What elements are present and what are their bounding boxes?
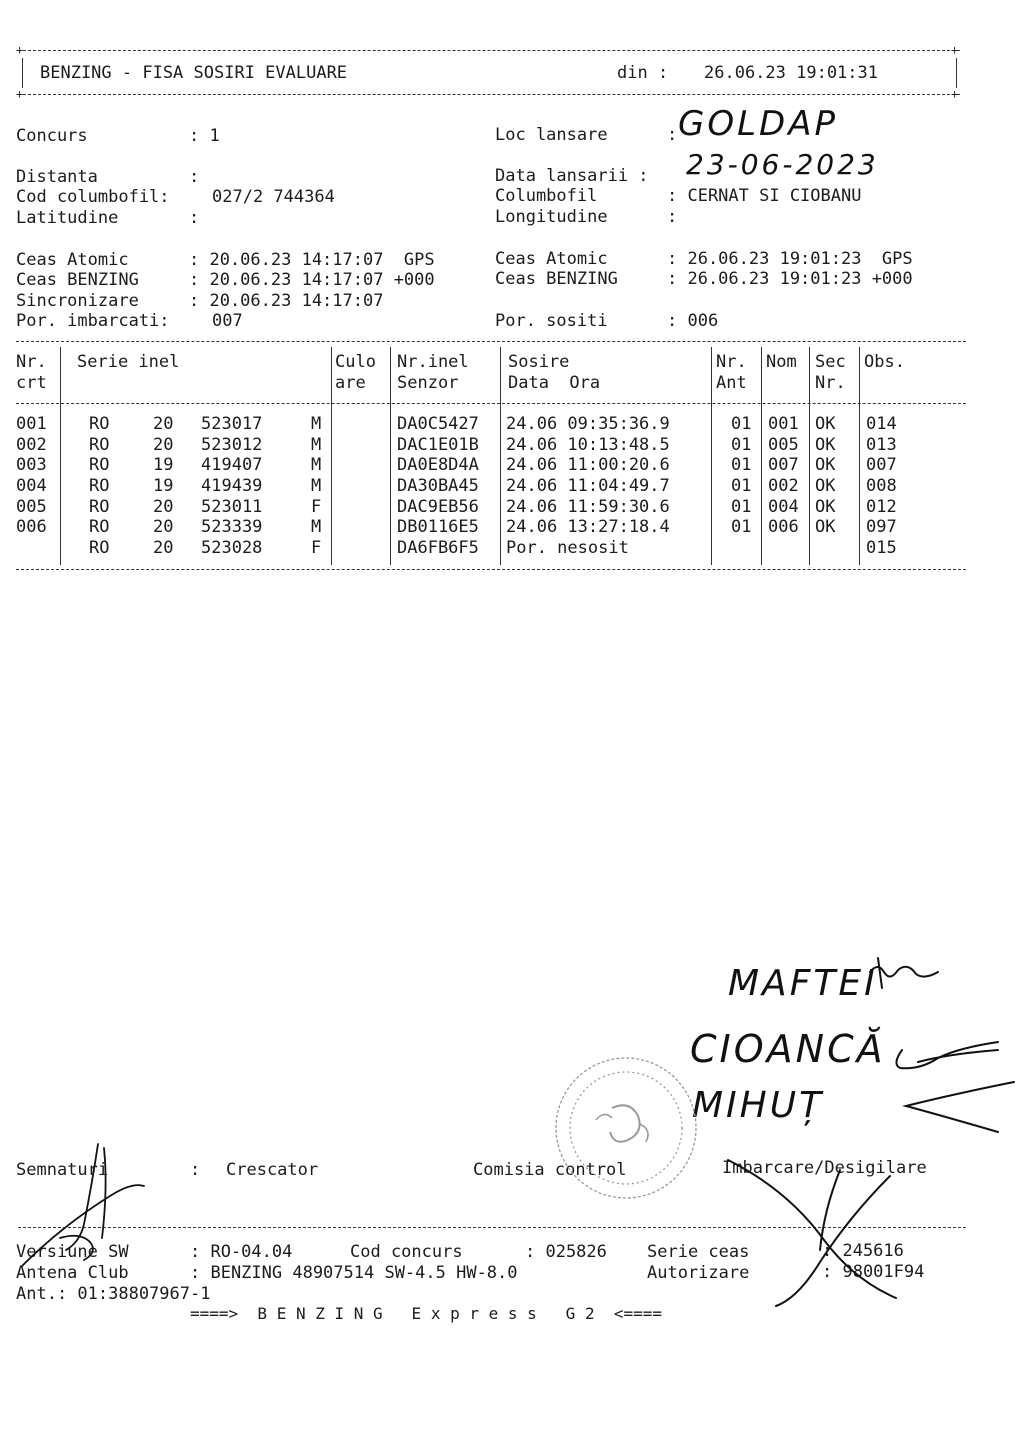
antena-club-value: : BENZING 48907514 SW-4.5 HW-8.0 (190, 1263, 518, 1283)
versiune-sw-label: Versiune SW (16, 1242, 129, 1262)
handwritten-signature-icon (870, 958, 1014, 1132)
report-date: 26.06.23 19:01:31 (704, 63, 878, 83)
commission-stamp (556, 1058, 696, 1198)
col-nr-ant: Nr. (716, 352, 747, 372)
crescator-signature-icon (22, 1144, 144, 1266)
cod-concurs-value: : 025826 (525, 1242, 607, 1262)
sositi-label: Por. sositi (495, 311, 608, 331)
col-ant: Ant (716, 373, 747, 393)
antena-club-label: Antena Club (16, 1263, 129, 1283)
cod-columbofil-label: Cod columbofil: (16, 187, 170, 207)
start-ceas-benzing-label: Ceas BENZING (16, 270, 139, 290)
start-ceas-atomic-label: Ceas Atomic (16, 250, 129, 270)
distanta-label: Distanta (16, 167, 98, 187)
columbofil-value: : CERNAT SI CIOBANU (667, 186, 862, 206)
concurs-label: Concurs (16, 126, 88, 146)
report-date-label: din : (617, 63, 669, 83)
ant-line: Ant.: 01:38807967-1 (16, 1284, 211, 1304)
benzing-express-banner: ====> B E N Z I N G E x p r e s s G 2 <==== (190, 1304, 663, 1323)
data-lansarii-handwritten: 23-06-2023 (686, 148, 879, 181)
serie-ceas-value: : 245616 (822, 1241, 904, 1261)
loc-lansare-label: Loc lansare (495, 125, 608, 145)
start-ceas-benzing-value: : 20.06.23 14:17:07 +000 (189, 270, 435, 290)
distanta-value: : (189, 167, 200, 187)
concurs-value: : 1 (189, 126, 220, 146)
handwritten-name-mihut: MIHUȚ (692, 1085, 825, 1126)
imbarcare-desigilare-label: Imbarcare/Desigilare (722, 1158, 927, 1178)
end-ceas-atomic-value: : 26.06.23 19:01:23 GPS (667, 249, 913, 269)
semnaturi-label: Semnaturi (16, 1160, 109, 1180)
col-obs: Obs. (864, 352, 905, 372)
cross-mark-icon (728, 1160, 896, 1306)
cod-concurs-label: Cod concurs (350, 1242, 463, 1262)
versiune-sw-value: : RO-04.04 (190, 1242, 293, 1262)
imbarcati-label: Por. imbarcati: (16, 311, 170, 331)
arrival-report-page: + + + + BENZING - FISA SOSIRI EVALUARE din : 26.06.23 19:01:31 Concurs : 1 Distanta : Cod columbofil: 027/2 744364 Latitudine : Loc lansare : GOLDAP Data lansarii : 23-06-2023 Columbofil : CERNAT SI CIOBANU Longitudine : Ceas Atomic : 20.06.23 14:17:07 GPS Ceas BENZING : 20.06.23 14:17:07 +000 Sincronizare : 20.06.23 14:17:07 Por. imbarcati: 007 Ceas Atomic : 26.06.23 19:01:23 GPS Ceas BENZING : 26.06.23 19:01:23 +000 Por. sositi : 006 Nr. crt Serie inel Culo are Nr.inel Senzor Sosire Data Ora Nr. Ant Nom Sec Nr. Obs. 001 RO 20 523017 M DA0C5427 24.06 09:35:36.9 01 001 OK 014 002 RO 20 523012 M DAC1E01B 24.06 10:13:48.5 01 005 OK 013 003 RO 19 419407 M DA0E8D4A 24.06 11:00:20.6 01 007 OK 007 004 RO 19 419439 M DA30BA45 24.06 11:04:49.7 01 002 OK 008 005 RO 20 523011 F DAC9EB56 24.06 11:59:30.6 01 004 OK 012 006 RO 20 523339 M DB0116E5 24.06 13:27:18.4 01 006 OK 097 RO 20 523028 F DA6FB6F5 Por. nesosit 015 MAFTEI CIOANCĂ MIHUȚ Semnaturi : Crescator Comisia control Imbarcare/Desigilare Versiune SW : RO-04.04 Cod concurs : 025826 Serie ceas : 245616 Antena Club : BENZING 48907514 SW-4.5 HW-8.0 Autorizare : 98001F94 Ant.: 01:38807967-1 ====> B E N Z I N G E x p r e s s G 2 <==== (0, 0, 1024, 1447)
longitudine-label: Longitudine (495, 207, 608, 227)
handwritten-name-maftei: MAFTEI (728, 963, 878, 1004)
col-culoare-2: are (335, 373, 366, 393)
latitudine-label: Latitudine (16, 208, 119, 228)
col-data-ora: Data Ora (508, 373, 601, 393)
cod-columbofil-value: 027/2 744364 (212, 187, 335, 207)
loc-lansare-handwritten: GOLDAP (678, 104, 838, 144)
col-serie-inel: Serie inel (77, 352, 180, 372)
semnaturi-colon: : (190, 1160, 201, 1180)
latitudine-value: : (189, 208, 200, 228)
col-sec-nr: Nr. (815, 373, 846, 393)
col-sosire: Sosire (508, 352, 570, 372)
report-title: BENZING - FISA SOSIRI EVALUARE (40, 63, 348, 83)
col-nom: Nom (766, 352, 797, 372)
sincronizare-value: : 20.06.23 14:17:07 (189, 291, 384, 311)
autorizare-label: Autorizare (647, 1263, 750, 1283)
end-ceas-benzing-value: : 26.06.23 19:01:23 +000 (667, 269, 913, 289)
col-senzor: Senzor (397, 373, 459, 393)
col-crt: crt (16, 373, 47, 393)
col-sec: Sec (815, 352, 846, 372)
end-ceas-benzing-label: Ceas BENZING (495, 269, 618, 289)
sositi-value: : 006 (667, 311, 719, 331)
handwritten-name-cioanca: CIOANCĂ (690, 1027, 886, 1071)
longitudine-value: : (667, 207, 678, 227)
serie-ceas-label: Serie ceas (647, 1242, 750, 1262)
imbarcati-value: 007 (212, 311, 243, 331)
end-ceas-atomic-label: Ceas Atomic (495, 249, 608, 269)
data-lansarii-label: Data lansarii : (495, 166, 649, 186)
col-nr: Nr. (16, 352, 47, 372)
columbofil-label: Columbofil (495, 186, 598, 206)
sincronizare-label: Sincronizare (16, 291, 139, 311)
loc-lansare-colon: : (667, 125, 678, 145)
start-ceas-atomic-value: : 20.06.23 14:17:07 GPS (189, 250, 435, 270)
autorizare-value: : 98001F94 (822, 1262, 925, 1282)
crescator-label: Crescator (226, 1160, 319, 1180)
comisia-control-label: Comisia control (473, 1160, 627, 1180)
col-nr-inel: Nr.inel (397, 352, 469, 372)
col-culoare-1: Culo (335, 352, 376, 372)
